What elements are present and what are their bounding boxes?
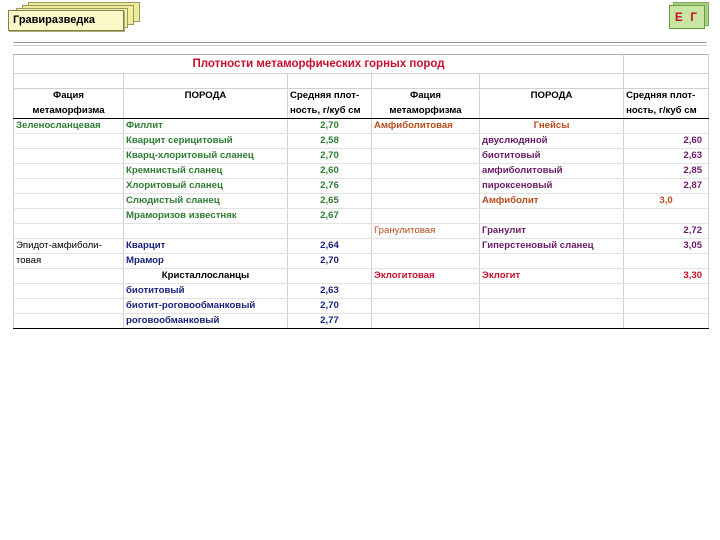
density-cell: 2,60 bbox=[288, 164, 372, 179]
facies-cell bbox=[14, 224, 124, 239]
rock-cell bbox=[480, 314, 624, 329]
rock-cell: Гнейсы bbox=[480, 119, 624, 134]
density-cell: 3,30 bbox=[624, 269, 709, 284]
corner-badge[interactable] bbox=[669, 2, 709, 30]
density-cell: 2,64 bbox=[288, 239, 372, 254]
table-row bbox=[14, 149, 709, 164]
rock-cell bbox=[480, 299, 624, 314]
density-cell bbox=[624, 209, 709, 224]
table-row bbox=[14, 284, 709, 299]
rock-cell bbox=[480, 254, 624, 269]
facies-cell bbox=[372, 254, 480, 269]
header-cell: метаморфизма bbox=[372, 104, 480, 119]
density-cell: 2,77 bbox=[288, 314, 372, 329]
rock-cell: Хлоритовый сланец bbox=[124, 179, 288, 194]
header-cell: ПОРОДА bbox=[480, 89, 624, 104]
facies-cell bbox=[14, 149, 124, 164]
facies-cell bbox=[14, 194, 124, 209]
facies-cell bbox=[372, 299, 480, 314]
header-cell bbox=[480, 104, 624, 119]
table-row bbox=[14, 299, 709, 314]
badge-front[interactable] bbox=[669, 5, 705, 29]
facies-cell bbox=[14, 269, 124, 284]
facies-cell bbox=[372, 134, 480, 149]
table-row bbox=[14, 314, 709, 329]
tab-front[interactable] bbox=[8, 10, 124, 31]
table-title-row bbox=[14, 55, 709, 74]
density-table bbox=[13, 54, 709, 329]
header-row bbox=[14, 104, 709, 119]
header-cell: Средняя плот- bbox=[624, 89, 709, 104]
table-title: Плотности метаморфических горных пород bbox=[14, 55, 624, 74]
density-cell: 3,0 bbox=[624, 194, 709, 209]
facies-cell bbox=[372, 239, 480, 254]
rock-cell: Слюдистый сланец bbox=[124, 194, 288, 209]
density-cell bbox=[624, 314, 709, 329]
rock-cell: Гранулит bbox=[480, 224, 624, 239]
rock-cell: Эклогит bbox=[480, 269, 624, 284]
section-tab[interactable] bbox=[8, 2, 138, 32]
rock-cell: Кристаллосланцы bbox=[124, 269, 288, 284]
table-row bbox=[14, 224, 709, 239]
rock-cell: Кварцит bbox=[124, 239, 288, 254]
rock-cell: биотитовый bbox=[124, 284, 288, 299]
header-cell: Средняя плот- bbox=[288, 89, 372, 104]
table-row bbox=[14, 164, 709, 179]
facies-cell bbox=[14, 314, 124, 329]
rock-cell: Гиперстеновый сланец bbox=[480, 239, 624, 254]
rock-cell bbox=[124, 224, 288, 239]
density-cell: 2,70 bbox=[288, 149, 372, 164]
density-cell: 2,72 bbox=[624, 224, 709, 239]
header-divider bbox=[13, 42, 707, 43]
density-cell: 2,70 bbox=[288, 299, 372, 314]
table-row bbox=[14, 254, 709, 269]
table-row bbox=[14, 209, 709, 224]
density-cell: 2,63 bbox=[288, 284, 372, 299]
density-cell bbox=[288, 224, 372, 239]
rock-cell bbox=[480, 209, 624, 224]
facies-cell: Эпидот-амфиболи- bbox=[14, 239, 124, 254]
density-cell: 2,63 bbox=[624, 149, 709, 164]
rock-cell: биотитовый bbox=[480, 149, 624, 164]
table-row bbox=[14, 119, 709, 134]
spacer-row bbox=[14, 74, 709, 89]
header-cell: ПОРОДА bbox=[124, 89, 288, 104]
rock-cell: биотит-роговообманковый bbox=[124, 299, 288, 314]
density-cell: 2,85 bbox=[624, 164, 709, 179]
density-cell bbox=[624, 254, 709, 269]
rock-cell: Кремнистый сланец bbox=[124, 164, 288, 179]
table-row bbox=[14, 179, 709, 194]
header-cell bbox=[124, 104, 288, 119]
facies-cell: Гранулитовая bbox=[372, 224, 480, 239]
rock-cell bbox=[480, 284, 624, 299]
density-cell: 2,60 bbox=[624, 134, 709, 149]
rock-cell: амфиболитовый bbox=[480, 164, 624, 179]
rock-cell: Амфиболит bbox=[480, 194, 624, 209]
badge-label: Е Г bbox=[674, 10, 700, 24]
rock-cell: Кварц-хлоритовый сланец bbox=[124, 149, 288, 164]
density-cell: 2,65 bbox=[288, 194, 372, 209]
density-cell: 2,58 bbox=[288, 134, 372, 149]
rock-cell: роговообманковый bbox=[124, 314, 288, 329]
facies-cell: Эклогитовая bbox=[372, 269, 480, 284]
header-cell: метаморфизма bbox=[14, 104, 124, 119]
density-cell bbox=[624, 284, 709, 299]
table-row bbox=[14, 194, 709, 209]
rock-cell: пироксеновый bbox=[480, 179, 624, 194]
facies-cell bbox=[372, 149, 480, 164]
tab-label: Гравиразведка bbox=[13, 14, 95, 26]
facies-cell bbox=[372, 314, 480, 329]
rock-cell: Мраморизов известняк bbox=[124, 209, 288, 224]
facies-cell bbox=[14, 164, 124, 179]
header-cell: Фация bbox=[14, 89, 124, 104]
table-row bbox=[14, 269, 709, 284]
density-cell: 3,05 bbox=[624, 239, 709, 254]
facies-cell bbox=[14, 284, 124, 299]
rock-cell: Филлит bbox=[124, 119, 288, 134]
facies-cell: Амфиболитовая bbox=[372, 119, 480, 134]
header-cell: ность, г/куб см bbox=[624, 104, 709, 119]
header-divider-light bbox=[13, 45, 707, 46]
facies-cell: Зеленосланцевая bbox=[14, 119, 124, 134]
density-cell: 2,70 bbox=[288, 254, 372, 269]
density-cell: 2,67 bbox=[288, 209, 372, 224]
rock-cell: Мрамор bbox=[124, 254, 288, 269]
table-cell bbox=[624, 55, 709, 74]
facies-cell bbox=[14, 134, 124, 149]
facies-cell bbox=[14, 179, 124, 194]
facies-cell bbox=[14, 299, 124, 314]
density-cell bbox=[624, 119, 709, 134]
density-cell: 2,76 bbox=[288, 179, 372, 194]
facies-cell: товая bbox=[14, 254, 124, 269]
facies-cell bbox=[372, 194, 480, 209]
header-cell: ность, г/куб см bbox=[288, 104, 372, 119]
density-cell: 2,87 bbox=[624, 179, 709, 194]
density-cell bbox=[288, 269, 372, 284]
facies-cell bbox=[372, 284, 480, 299]
table-row bbox=[14, 134, 709, 149]
facies-cell bbox=[14, 209, 124, 224]
facies-cell bbox=[372, 209, 480, 224]
table-row bbox=[14, 239, 709, 254]
facies-cell bbox=[372, 179, 480, 194]
rock-cell: двуслюдяной bbox=[480, 134, 624, 149]
facies-cell bbox=[372, 164, 480, 179]
rock-cell: Кварцит серицитовый bbox=[124, 134, 288, 149]
density-cell bbox=[624, 299, 709, 314]
header-row bbox=[14, 89, 709, 104]
density-cell: 2,70 bbox=[288, 119, 372, 134]
header-cell: Фация bbox=[372, 89, 480, 104]
